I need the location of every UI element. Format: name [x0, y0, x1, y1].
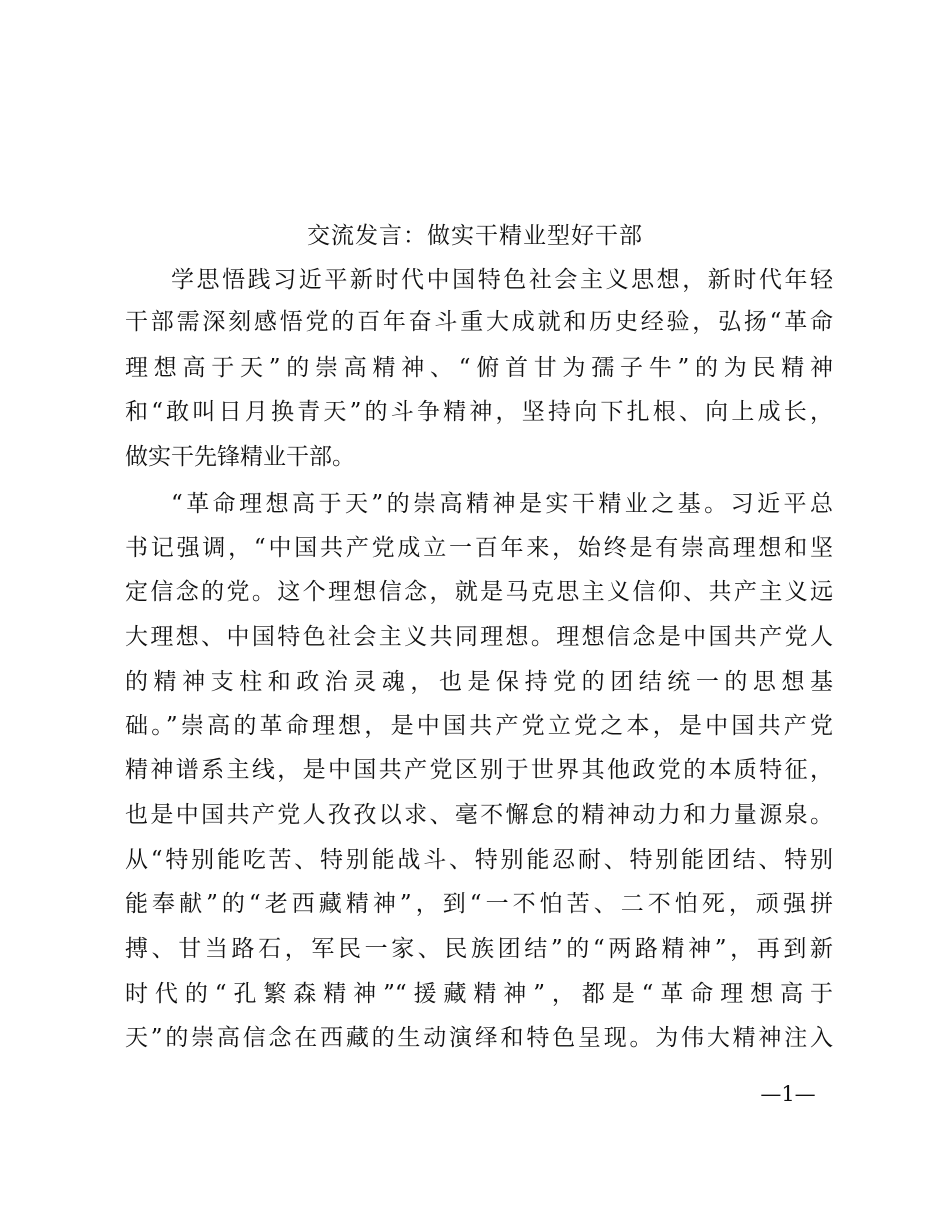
paragraph-2-line-5: 的精神支柱和政治灵魂，也是保持党的团结统一的思想基 — [125, 669, 833, 695]
paragraph-2-line-8: 也是中国共产党人孜孜以求、毫不懈怠的精神动力和力量源泉。 — [125, 802, 833, 828]
paragraph-1-line-1: 学思悟践习近平新时代中国特色社会主义思想，新时代年轻 — [171, 267, 833, 293]
paragraph-2-line-2: 书记强调，“中国共产党成立一百年来，始终是有崇高理想和坚 — [125, 535, 833, 561]
paragraph-1-line-3: 理想高于天”的崇高精神、“俯首甘为孺子牛”的为民精神 — [125, 355, 833, 381]
paragraph-2-line-13: 天”的崇高信念在西藏的生动演绎和特色呈现。为伟大精神注入 — [125, 1025, 833, 1051]
paragraph-2-line-4: 大理想、中国特色社会主义共同理想。理想信念是中国共产党人 — [125, 624, 833, 650]
paragraph-2-line-11: 搏、甘当路石，军民一家、民族团结”的“两路精神”，再到新 — [125, 936, 833, 962]
paragraph-2-line-3: 定信念的党。这个理想信念，就是马克思主义信仰、共产主义远 — [125, 579, 833, 605]
paragraph-2-line-9: 从“特别能吃苦、特别能战斗、特别能忍耐、特别能团结、特别 — [125, 847, 833, 873]
paragraph-2-line-7: 精神谱系主线，是中国共产党区别于世界其他政党的本质特征， — [125, 757, 833, 783]
paragraph-2-line-1: “革命理想高于天”的崇高精神是实干精业之基。习近平总 — [171, 491, 833, 517]
paragraph-1-line-2: 干部需深刻感悟党的百年奋斗重大成就和历史经验，弘扬“革命 — [125, 309, 833, 335]
paragraph-2-line-10: 能奉献”的“老西藏精神”，到“一不怕苦、二不怕死，顽强拼 — [125, 891, 833, 917]
paragraph-2-line-6: 础。”崇高的革命理想，是中国共产党立党之本，是中国共产党 — [125, 713, 833, 739]
paragraph-1-line-4: 和“敢叫日月换青天”的斗争精神，坚持向下扎根、向上成长， — [125, 399, 833, 425]
document-title: 交流发言：做实干精业型好干部 — [307, 223, 643, 249]
paragraph-2-line-12: 时代的“孔繁森精神”“援藏精神”，都是“革命理想高于 — [125, 981, 833, 1007]
page-number: —1— — [760, 1082, 816, 1106]
paragraph-1-line-5: 做实干先锋精业干部。 — [125, 444, 355, 470]
